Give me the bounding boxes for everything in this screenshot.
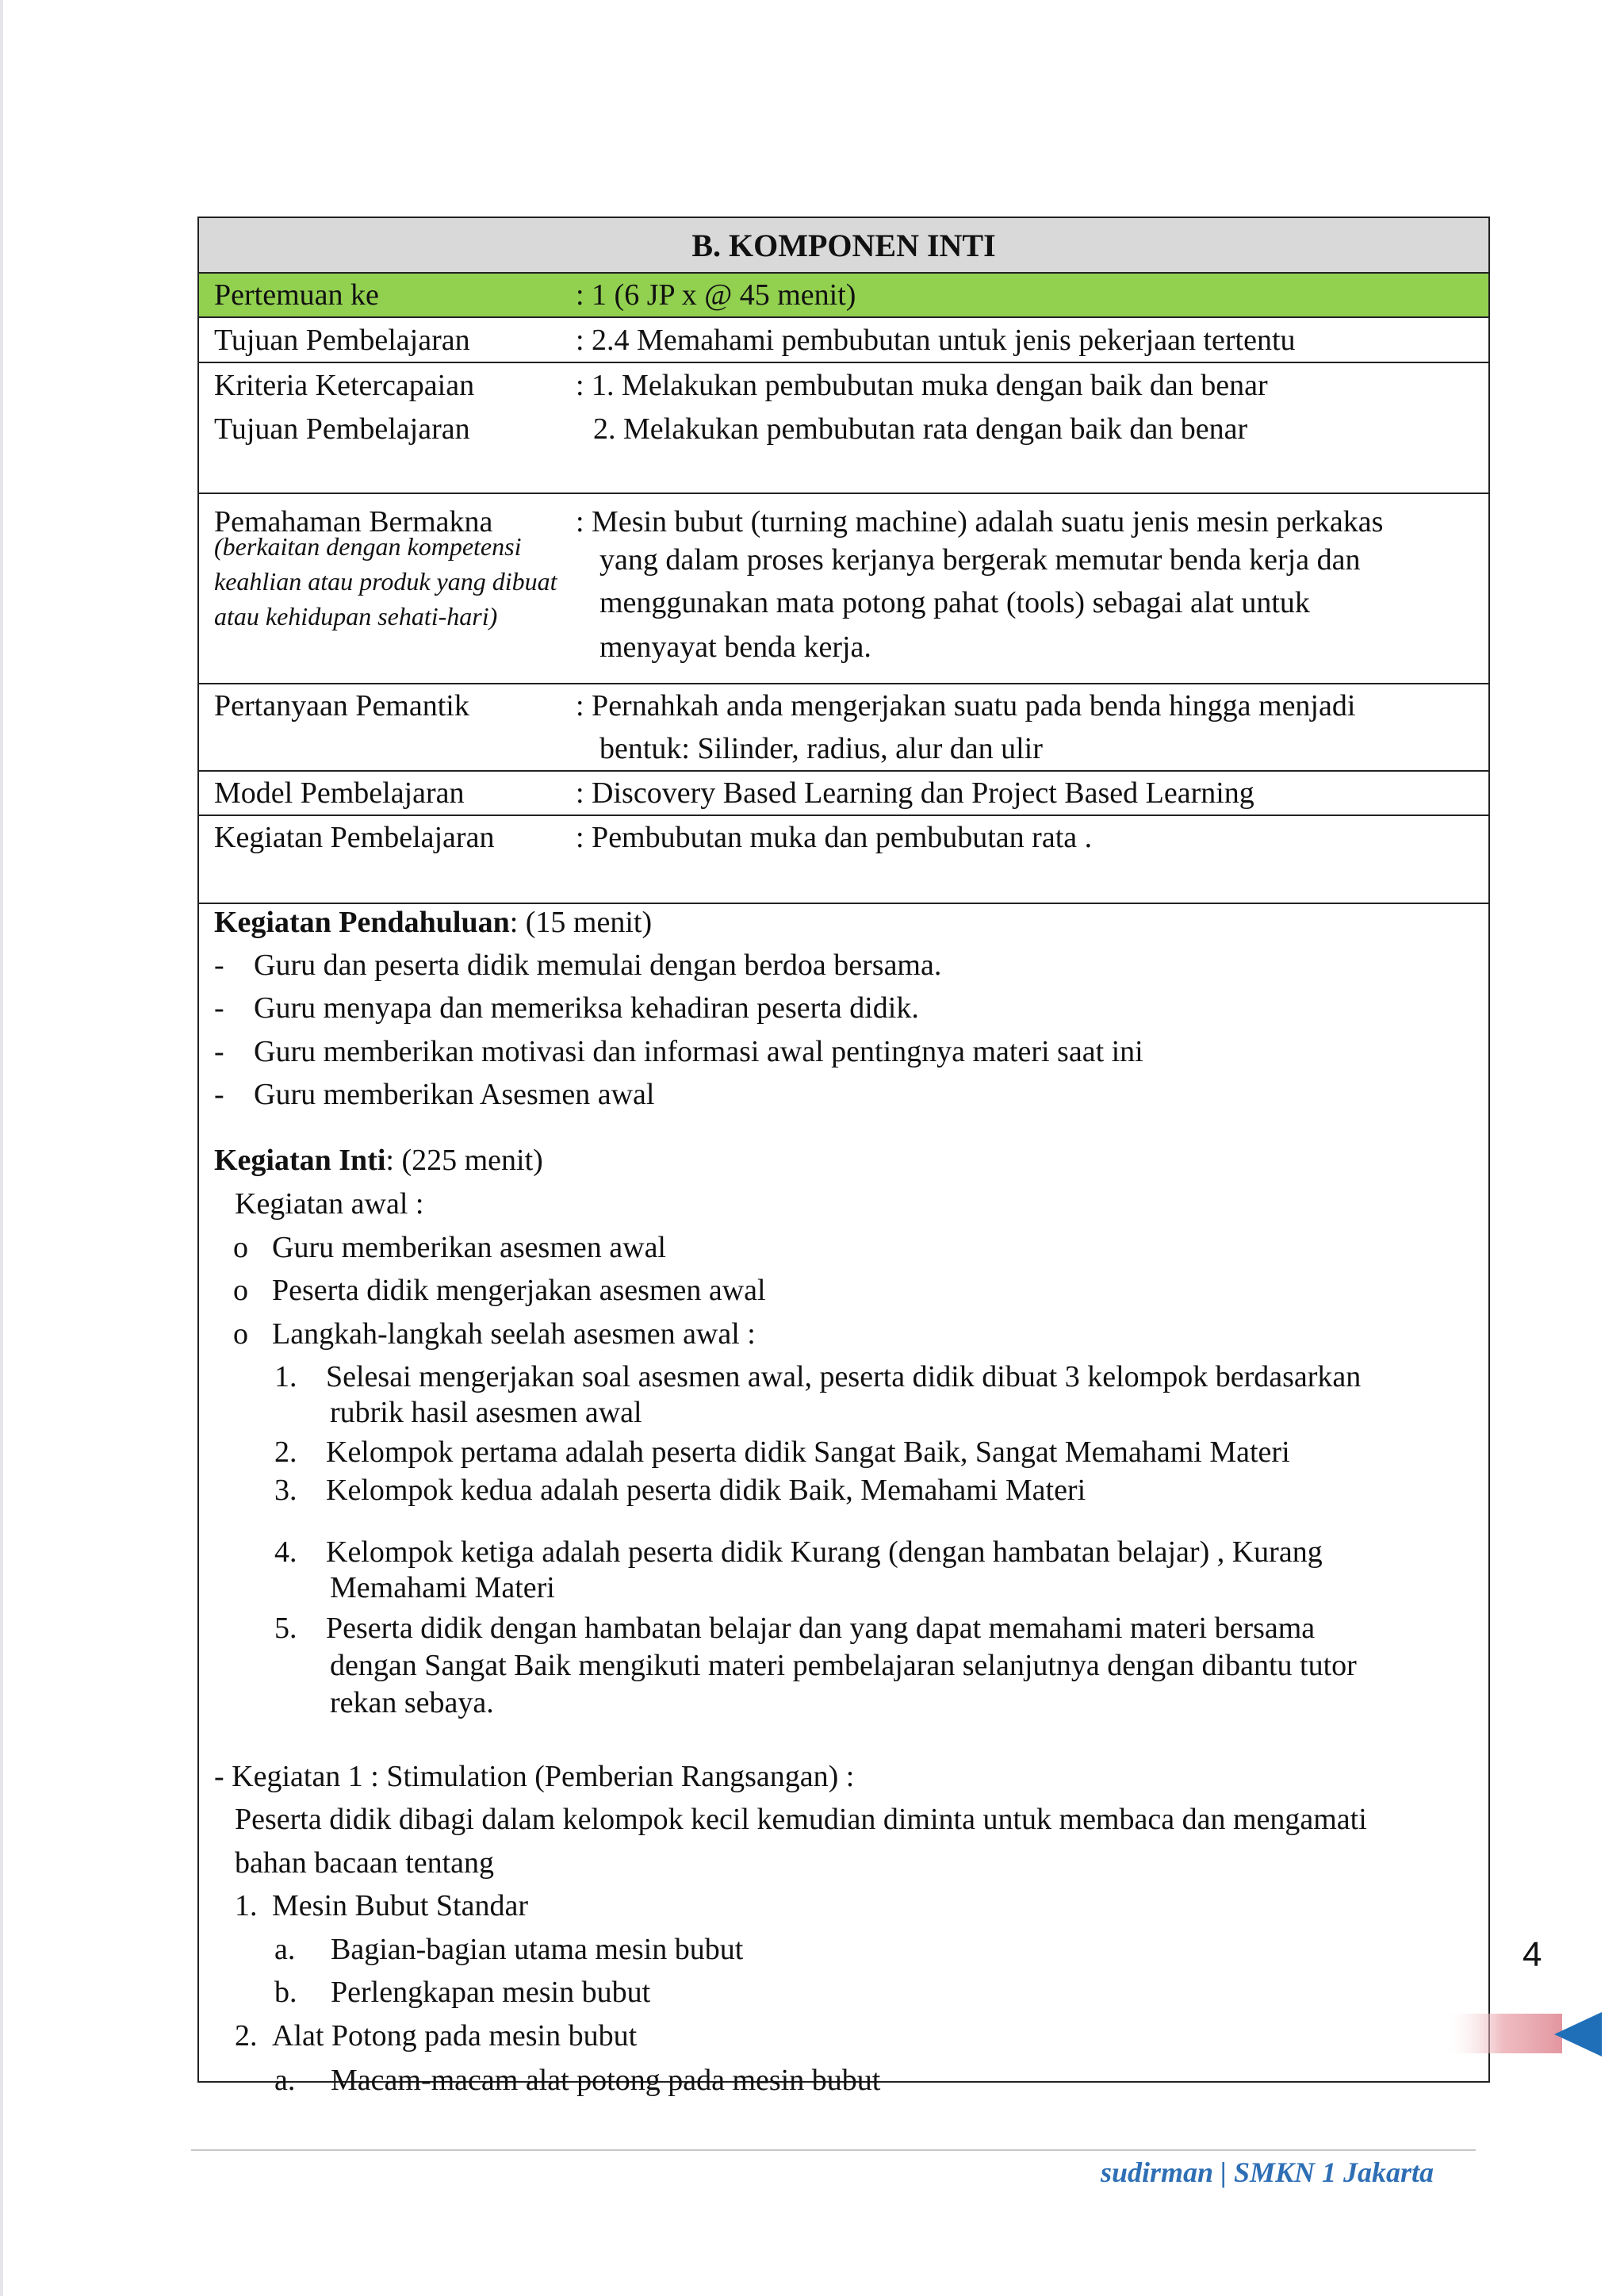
bullet-item: Guru memberikan asesmen awal [272,1231,666,1264]
inti-heading [214,1140,543,1180]
row-kegiatan [199,816,1488,904]
step-number: 5. [274,1612,297,1645]
pendahuluan-dash: - [214,949,224,982]
label-pemahaman: Pemahaman Bermakna [214,505,493,539]
komponen-inti-table [197,217,1490,2097]
footer-divider [191,2149,1476,2151]
materi-number: 2. [235,2019,258,2053]
kegiatan1-desc: bahan bacaan tentang [235,1846,495,1880]
step-number: 3. [274,1474,297,1507]
pendahuluan-dash: - [214,1035,224,1068]
materi-sub-item: Macam-macam alat potong pada mesin bubut [331,2064,881,2097]
section-title: B. KOMPONEN INTI [691,228,996,263]
bullet-item: Peserta didik mengerjakan asesmen awal [272,1274,766,1307]
value-kegiatan: : Pembubutan muka dan pembubutan rata . [576,821,1093,854]
row-model [199,772,1488,816]
materi-sub-item: Bagian-bagian utama mesin bubut [331,1933,744,1966]
pendahuluan-dash: - [214,1078,224,1111]
value-kriteria-2: 2. Melakukan pembubutan rata dengan baik dan benar [593,412,1248,446]
pendahuluan-title: Kegiatan Pendahuluan [214,906,510,939]
page-number: 4 [1522,1935,1542,1974]
bullet-circle: o [233,1317,248,1351]
pendahuluan-item: Guru memberikan Asesmen awal [254,1078,655,1111]
bullet-circle: o [233,1231,248,1264]
label-kegiatan: Kegiatan Pembelajaran [214,821,495,854]
step-number: 2. [274,1435,297,1469]
materi-sub-letter: b. [274,1976,297,2009]
step-text: Peserta didik dengan hambatan belajar dan yang dapat memahami materi bersama [326,1612,1316,1645]
label-model: Model Pembelajaran [214,776,465,810]
bullet-item: Langkah-langkah seelah asesmen awal : [272,1317,756,1351]
label-kriteria-2: Tujuan Pembelajaran [214,412,470,446]
step-text: Kelompok kedua adalah peserta didik Baik, Memahami Materi [326,1474,1086,1507]
row-pertanyaan [199,684,1488,772]
pendahuluan-heading [214,903,652,942]
bullet-circle: o [233,1274,248,1307]
value-pertanyaan-1: : Pernahkah anda mengerjakan suatu pada benda hingga menjadi [576,689,1356,723]
value-pemahaman-2: yang dalam proses kerjanya bergerak memutar benda kerja dan [599,543,1361,577]
step-text: Memahami Materi [330,1571,555,1604]
page-corner-decoration [1443,2003,1602,2066]
label-tujuan: Tujuan Pembelajaran [214,324,470,357]
materi-sub-letter: a. [274,1933,296,1966]
value-pertanyaan-2: bentuk: Silinder, radius, alur dan ulir [599,732,1043,765]
step-text: Kelompok pertama adalah peserta didik Sangat Baik, Sangat Memahami Materi [326,1435,1290,1469]
row-pertemuan [199,274,1488,318]
footer-text: sudirman | SMKN 1 Jakarta [1100,2156,1434,2188]
value-tujuan: : 2.4 Memahami pembubutan untuk jenis pekerjaan tertentu [576,324,1296,357]
pendahuluan-dash: - [214,991,224,1025]
value-pertemuan: : 1 (6 JP x @ 45 menit) [576,278,856,312]
step-number: 4. [274,1535,297,1569]
value-kriteria-1: : 1. Melakukan pembubutan muka dengan baik dan benar [576,369,1268,402]
value-model: : Discovery Based Learning dan Project Based Learning [576,776,1254,810]
kegiatan1-desc: Peserta didik dibagi dalam kelompok kecil kemudian diminta untuk membaca dan mengamati [235,1803,1367,1836]
label-pertanyaan: Pertanyaan Pemantik [214,689,469,723]
value-pemahaman-1: : Mesin bubut (turning machine) adalah suatu jenis mesin perkakas [576,505,1384,539]
pendahuluan-duration: : (15 menit) [509,906,653,939]
inti-title: Kegiatan Inti [214,1144,386,1177]
row-tujuan [199,318,1488,363]
kegiatan-detail-cell [199,903,1488,2097]
table-header [199,218,1488,274]
step-text: rekan sebaya. [330,1686,494,1719]
pendahuluan-item: Guru memberikan motivasi dan informasi awal pentingnya materi saat ini [254,1035,1143,1068]
kegiatan-awal-label: Kegiatan awal : [235,1187,424,1221]
label-pertemuan: Pertemuan ke [214,278,379,312]
value-pemahaman-3: menggunakan mata potong pahat (tools) sebagai alat untuk [599,586,1310,619]
kegiatan1-title: - Kegiatan 1 : Stimulation (Pemberian Rangsangan) : [214,1760,855,1793]
value-pemahaman-4: menyayat benda kerja. [599,631,871,664]
step-text: Selesai mengerjakan soal asesmen awal, peserta didik dibuat 3 kelompok berdasarkan [326,1360,1362,1393]
page-edge [0,0,3,2296]
step-text: Kelompok ketiga adalah peserta didik Kurang (dengan hambatan belajar) , Kurang [326,1535,1323,1569]
materi-sub-letter: a. [274,2064,296,2097]
materi-item: Mesin Bubut Standar [272,1889,528,1922]
step-text: rubrik hasil asesmen awal [330,1396,642,1429]
materi-item: Alat Potong pada mesin bubut [272,2019,638,2053]
pendahuluan-item: Guru dan peserta didik memulai dengan berdoa bersama. [254,949,942,982]
row-kriteria [199,363,1488,494]
label-kriteria-1: Kriteria Ketercapaian [214,369,475,402]
note-pemahaman: (berkaitan dengan kompetensi keahlian atau produk yang dibuat atau kehidupan sehati-hari) [214,532,557,631]
materi-sub-item: Perlengkapan mesin bubut [331,1976,651,2009]
row-pemahaman [199,494,1488,684]
materi-number: 1. [235,1889,258,1922]
inti-duration: : (225 menit) [385,1144,543,1177]
pendahuluan-item: Guru menyapa dan memeriksa kehadiran peserta didik. [254,991,919,1025]
step-text: dengan Sangat Baik mengikuti materi pembelajaran selanjutnya dengan dibantu tutor [330,1649,1357,1682]
step-number: 1. [274,1360,297,1393]
